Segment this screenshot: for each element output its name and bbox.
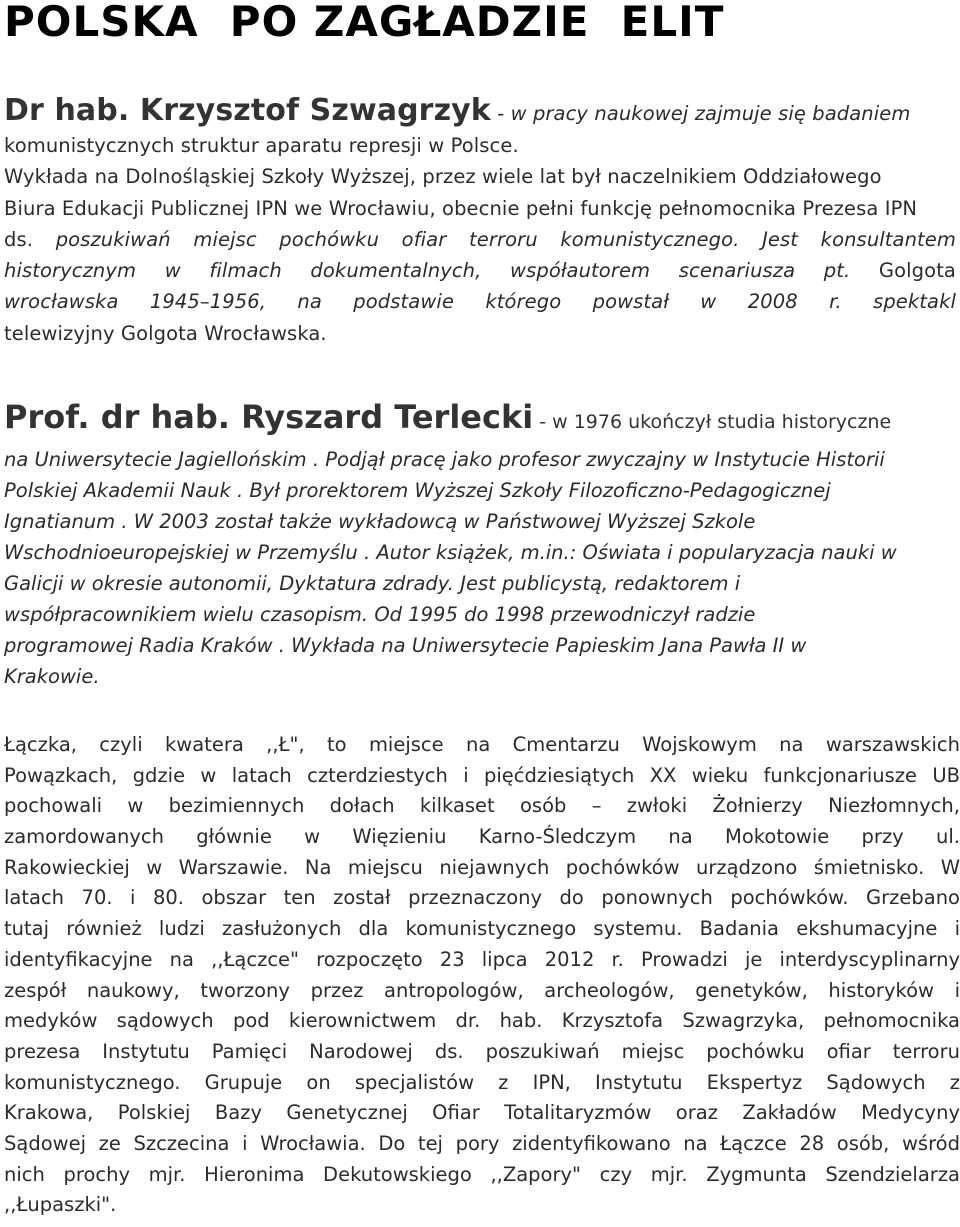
document-title: POLSKA PO ZAGŁADZIE ELIT — [4, 0, 725, 46]
text-line: identyfikacyjne na ,,Łączce" rozpoczęto 23 lipca 2012 r. Prowadzi je interdyscyplinarny — [4, 947, 960, 971]
person-name: Dr hab. Krzysztof Szwagrzyk — [4, 93, 491, 128]
text-line: Wschodnioeuropejskiej w Przemyślu . Autor książek, m.in.: Oświata i popularyzacja nauki w — [4, 541, 897, 564]
text-line: Rakowieckiej w Warszawie. Na miejscu niejawnych pochówków urządzono śmietnisko. W — [4, 855, 960, 879]
text-line: komunistycznego. Grupuje on specjalistów z IPN, Instytutu Ekspertyz Sądowych z — [4, 1070, 960, 1094]
text-line — [4, 224, 956, 255]
text-line: komunistycznych struktur aparatu represji w Polsce. — [4, 134, 519, 157]
bio-intro: - w pracy naukowej zajmuje się badaniem — [490, 102, 911, 125]
text-line: Łączka, czyli kwatera ,,Ł", to miejsce na Cmentarzu Wojskowym na warszawskich — [4, 733, 960, 756]
text-line: ,,Łupaszki". — [4, 1193, 117, 1217]
document-page — [4, 0, 960, 1217]
text-line: nich prochy mjr. Hieronima Dekutowskiego ,,Zapory" czy mjr. Zygmunta Szendzielarza — [4, 1162, 960, 1186]
bio-terlecki — [4, 395, 956, 692]
text-fragment-italic: Jest konsultantem — [739, 227, 956, 251]
text-line: Biura Edukacji Publicznej IPN we Wrocławiu, obecnie pełni funkcję pełnomocnika Prezesa IPN — [4, 196, 918, 220]
text-line: współpracownikiem wielu czasopism. Od 1995 do 1998 przewodniczył radzie — [4, 603, 756, 626]
text-line: wrocławska 1945–1956, na podstawie którego powstał w 2008 r. spektakl — [4, 290, 956, 314]
text-line: zespół naukowy, tworzony przez antropologów, archeologów, genetyków, historyków i — [4, 978, 960, 1002]
laczka-paragraph — [4, 730, 960, 1221]
text-line: Powązkach, gdzie w latach czterdziestych i pięćdziesiątych XX wieku funkcjonariusze UB — [4, 763, 960, 787]
text-line: telewizyjny Golgota Wrocławska. — [4, 321, 327, 345]
text-fragment: Golgota — [850, 259, 956, 283]
text-line: Sądowej ze Szczecina i Wrocławia. Do tej pory zidentyfikowano na Łączce 28 osób, wśród — [4, 1131, 960, 1155]
text-line: tutaj również ludzi zasłużonych dla komunistycznego systemu. Badania ekshumacyjne i — [4, 917, 960, 941]
text-fragment-italic: historycznym w filmach dokumentalnych, współautorem scenariusza pt. — [4, 259, 851, 283]
text-line: medyków sądowych pod kierownictwem dr. hab. Krzysztofa Szwagrzyka, pełnomocnika — [4, 1009, 960, 1033]
text-line: zamordowanych głównie w Więzieniu Karno-Śledczym na Mokotowie przy ul. — [4, 825, 960, 849]
text-line: Krakowie. — [4, 665, 100, 688]
text-line: Krakowa, Polskiej Bazy Genetycznej Ofiar Totalitaryzmów oraz Zakładów Medycyny — [4, 1101, 960, 1125]
text-line: latach 70. i 80. obszar ten został przeznaczony do ponownych pochówków. Grzebano — [4, 886, 960, 910]
person-name: Prof. dr hab. Ryszard Terlecki — [4, 398, 534, 436]
bio-szwagrzyk — [4, 92, 956, 349]
text-line: Polskiej Akademii Nauk . Był prorektorem Wyższej Szkoły Filozoficzno-Pedagogicznej — [4, 479, 831, 502]
text-line — [4, 255, 956, 286]
text-fragment: ds. — [4, 227, 56, 251]
text-line: Ignatianum . W 2003 został także wykładowcą w Państwowej Wyższej Szkole — [4, 510, 756, 533]
bio-terlecki-head — [4, 395, 956, 444]
text-fragment-italic: poszukiwań miejsc pochówku ofiar terroru komunistycznego. — [55, 227, 740, 251]
text-line: pochowali w bezimiennych dołach kilkaset osób – zwłoki Żołnierzy Niezłomnych, — [4, 794, 960, 818]
bio-szwagrzyk-head — [4, 92, 956, 130]
text-line: Wykłada na Dolnośląskiej Szkoły Wyższej, przez wiele lat był naczelnikiem Oddziałowego — [4, 165, 882, 189]
text-line: programowej Radia Kraków . Wykłada na Uniwersytecie Papieskim Jana Pawła II w — [4, 634, 807, 657]
text-line: prezesa Instytutu Pamięci Narodowej ds. poszukiwań miejsc pochówku ofiar terroru — [4, 1039, 960, 1063]
text-line: Galicji w okresie autonomii, Dyktatura zdrady. Jest publicystą, redaktorem i — [4, 572, 741, 595]
bio-intro: - w 1976 ukończył studia historyczne — [533, 411, 892, 433]
text-line: na Uniwersytecie Jagiellońskim . Podjął pracę jako profesor zwyczajny w Instytucie Historii — [4, 448, 885, 471]
